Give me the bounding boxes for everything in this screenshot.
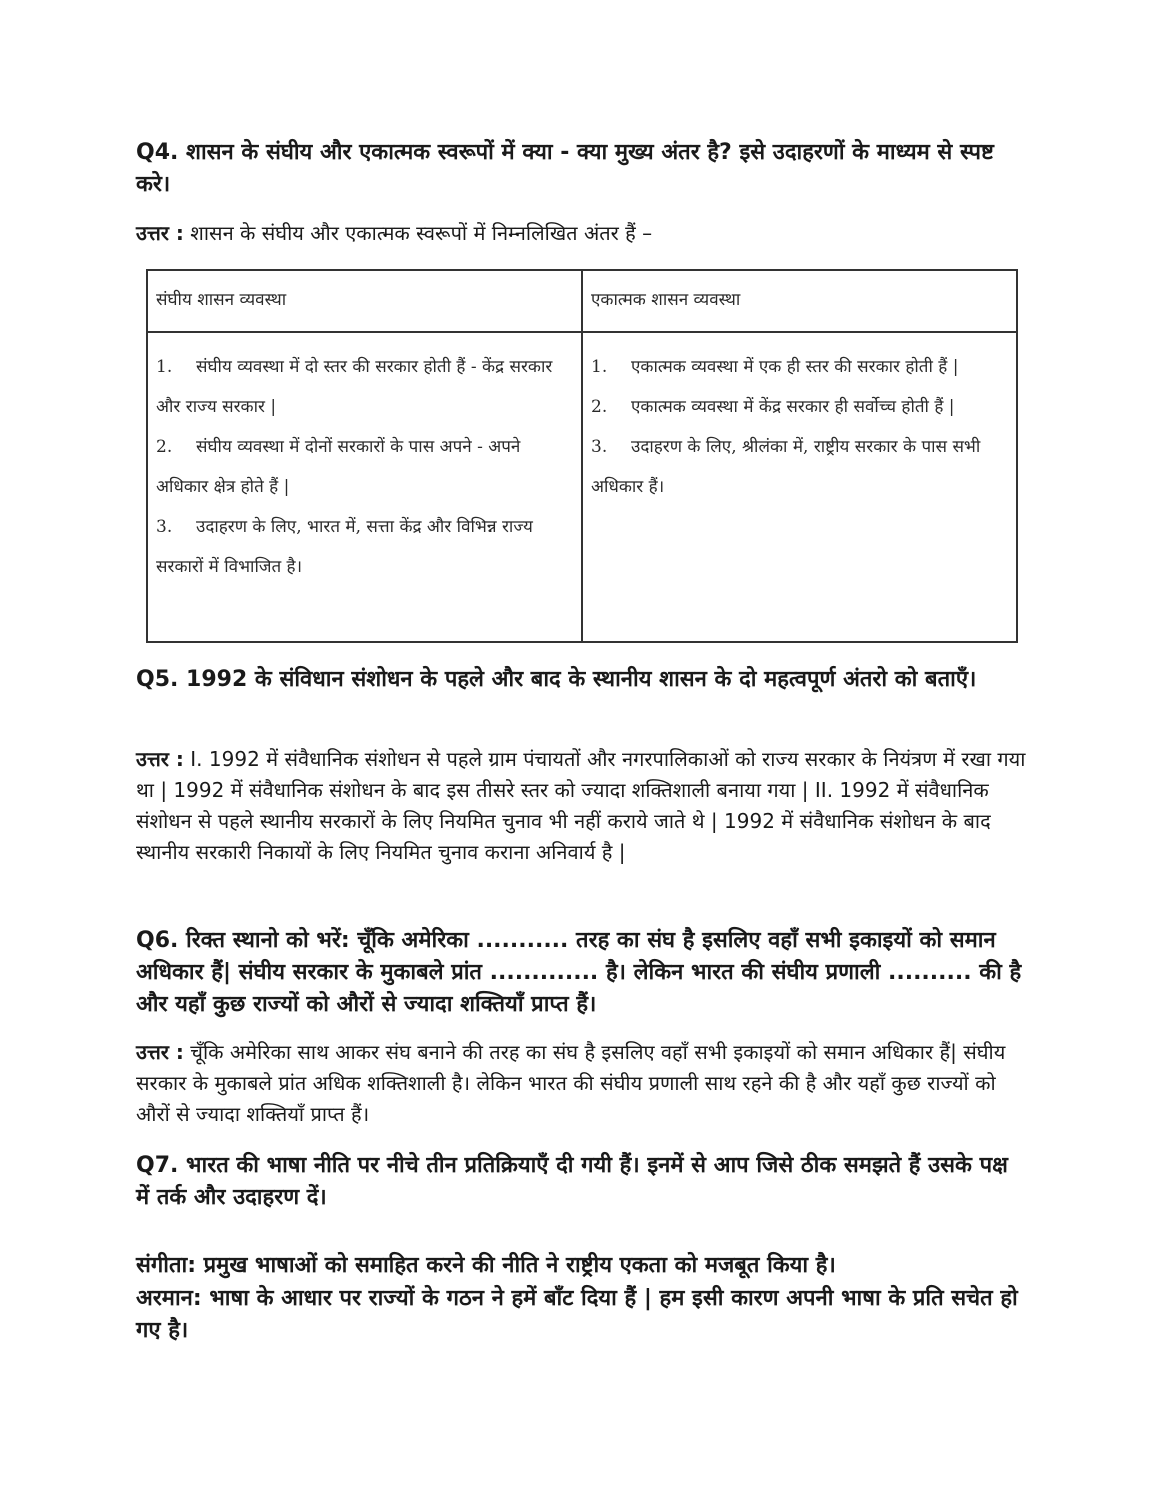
federal-point: 1. संघीय व्यवस्था में दो स्तर की सरकार होती हैं - केंद्र सरकार और राज्य सरकार | [156, 357, 553, 417]
q5-question: Q5. 1992 के संविधान संशोधन के पहले और बाद के स्थानीय शासन के दो महत्वपूर्ण अंतरो को बताएँ। [136, 667, 977, 692]
unitary-point: 2. एकात्मक व्यवस्था में केंद्र सरकार ही सर्वोच्च होती हैं | [591, 397, 955, 417]
q4-answer-text: शासन के संघीय और एकात्मक स्वरूपों में निम्नलिखित अंतर हैं – [183, 221, 653, 245]
q7-question: Q7. भारत की भाषा नीति पर नीचे तीन प्रतिक्रियाएँ दी गयी हैं। इनमें से आप जिसे ठीक समझते हैं उसके पक्ष में तर्क और उदाहरण दें। [136, 1153, 1008, 1210]
unitary-points-cell [582, 332, 1017, 642]
q5-answer [136, 744, 1026, 868]
q6-question: Q6. रिक्त स्थानो को भरें: चूँकि अमेरिका ........... तरह का संघ है इसलिए वहाँ सभी इकाइयों को समान अधिकार हैं| संघीय सरकार के मुकाबले प्रांत ............. है। लेकिन भारत की संघीय प्रणाली .......... की है और यहाँ कुछ राज्यों को औरों से ज्यादा शक्तियाँ प्राप्त हैं। [136, 928, 1022, 1017]
table-header-federal: संघीय शासन व्यवस्था [147, 270, 582, 332]
q7-response-sangeeta: संगीता: प्रमुख भाषाओं को समाहित करने की नीति ने राष्ट्रीय एकता को मजबूत किया है। [136, 1253, 836, 1278]
unitary-point: 3. उदाहरण के लिए, श्रीलंका में, राष्ट्रीय सरकार के पास सभी अधिकार हैं। [591, 437, 981, 497]
q6-answer [136, 1037, 1026, 1130]
q4-question: Q4. शासन के संघीय और एकात्मक स्वरूपों में क्या - क्या मुख्य अंतर है? इसे उदाहरणों के माध्यम से स्पष्ट करे। [136, 140, 994, 197]
comparison-table [146, 269, 1018, 643]
q7-response-armaan: अरमान: भाषा के आधार पर राज्यों के गठन ने हमें बाँट दिया हैं | हम इसी कारण अपनी भाषा के प्रति सचेत हो गए है। [136, 1286, 1018, 1343]
federal-point: 2. संघीय व्यवस्था में दोनों सरकारों के पास अपने - अपने अधिकार क्षेत्र होते हैं | [156, 437, 521, 497]
q5-answer-text: I. 1992 में संवैधानिक संशोधन से पहले ग्राम पंचायतों और नगरपालिकाओं को राज्य सरकार के नियंत्रण में रखा गया था | 1992 में संवैधानिक संशोधन के बाद इस तीसरे स्तर को ज्यादा शक्तिशाली बनाया गया | II. 1992 में संवैधानिक संशोधन से पहले स्थानीय सरकारों के लिए नियमित चुनाव भी नहीं कराये जाते थे | 1992 में संवैधानिक संशोधन के बाद स्थानीय सरकारी निकायों के लिए नियमित चुनाव कराना अनिवार्य है | [136, 747, 1026, 864]
q4-answer [136, 218, 1026, 249]
table-header-unitary: एकात्मक शासन व्यवस्था [582, 270, 1017, 332]
federal-point: 3. उदाहरण के लिए, भारत में, सत्ता केंद्र और विभिन्न राज्य सरकारों में विभाजित है। [156, 517, 533, 577]
unitary-point: 1. एकात्मक व्यवस्था में एक ही स्तर की सरकार होती हैं | [591, 357, 959, 377]
q6-answer-text: चूँकि अमेरिका साथ आकर संघ बनाने की तरह का संघ है इसलिए वहाँ सभी इकाइयों को समान अधिकार हैं| संघीय सरकार के मुकाबले प्रांत अधिक शक्तिशाली है। लेकिन भारत की संघीय प्रणाली साथ रहने की है और यहाँ कुछ राज्यों को औरों से ज्यादा शक्तियाँ प्राप्त हैं। [136, 1040, 1006, 1126]
federal-points-cell [147, 332, 582, 642]
q6-answer-label: उत्तर : [136, 1040, 184, 1064]
q4-answer-label: उत्तर : [136, 221, 184, 245]
q5-answer-label: उत्तर : [136, 747, 184, 771]
